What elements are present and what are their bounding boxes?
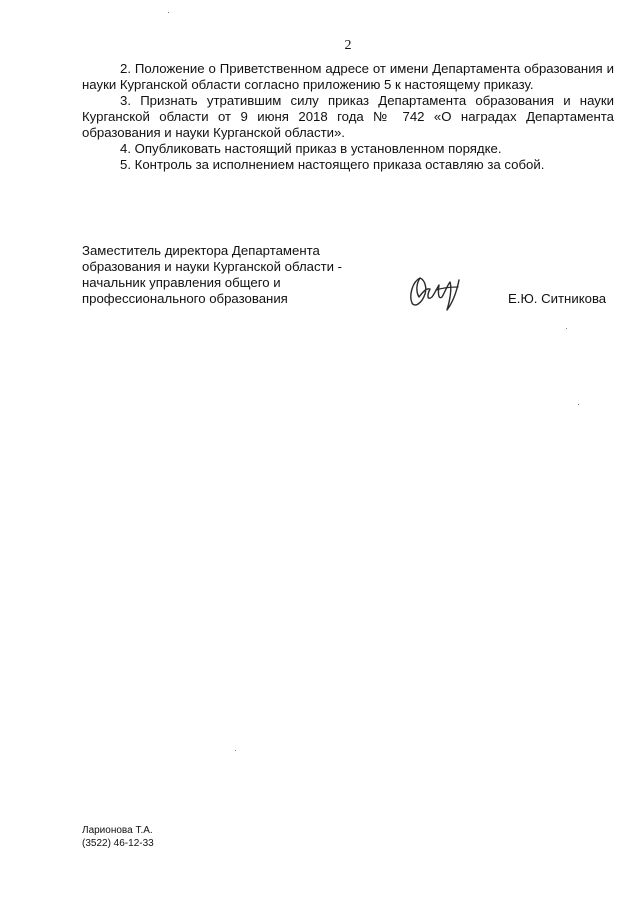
scan-speck <box>566 328 567 329</box>
scan-speck <box>578 404 579 405</box>
document-body <box>82 61 614 173</box>
executor-name: Ларионова Т.А. <box>82 825 153 836</box>
page-number: 2 <box>344 38 352 53</box>
signatory-position-line: Заместитель директора Департамента <box>82 243 320 258</box>
paragraph-3: 3. Признать утратившим силу приказ Департамента образования и науки Курганской области от 9 июня 2018 года № 742 «О наградах Департамента образования и науки Курганской области». <box>82 93 614 140</box>
executor-phone: (3522) 46-12-33 <box>82 838 154 849</box>
scan-speck <box>235 750 236 751</box>
handwritten-signature <box>406 270 466 316</box>
signatory-position-line: образования и науки Курганской области - <box>82 259 343 274</box>
paragraph-4: 4. Опубликовать настоящий приказ в установленном порядке. <box>120 141 502 156</box>
paragraph-5: 5. Контроль за исполнением настоящего приказа оставляю за собой. <box>120 157 545 172</box>
executor-info <box>82 824 154 850</box>
signatory-position-line: начальник управления общего и <box>82 275 281 290</box>
scan-speck <box>168 12 169 13</box>
signatory-name: Е.Ю. Ситникова <box>508 291 607 306</box>
signatory-position <box>82 243 342 307</box>
signatory-position-line: профессионального образования <box>82 291 288 306</box>
paragraph-2: 2. Положение о Приветственном адресе от имени Департамента образования и науки Курганской области согласно приложению 5 к настоящему приказу. <box>82 61 614 92</box>
